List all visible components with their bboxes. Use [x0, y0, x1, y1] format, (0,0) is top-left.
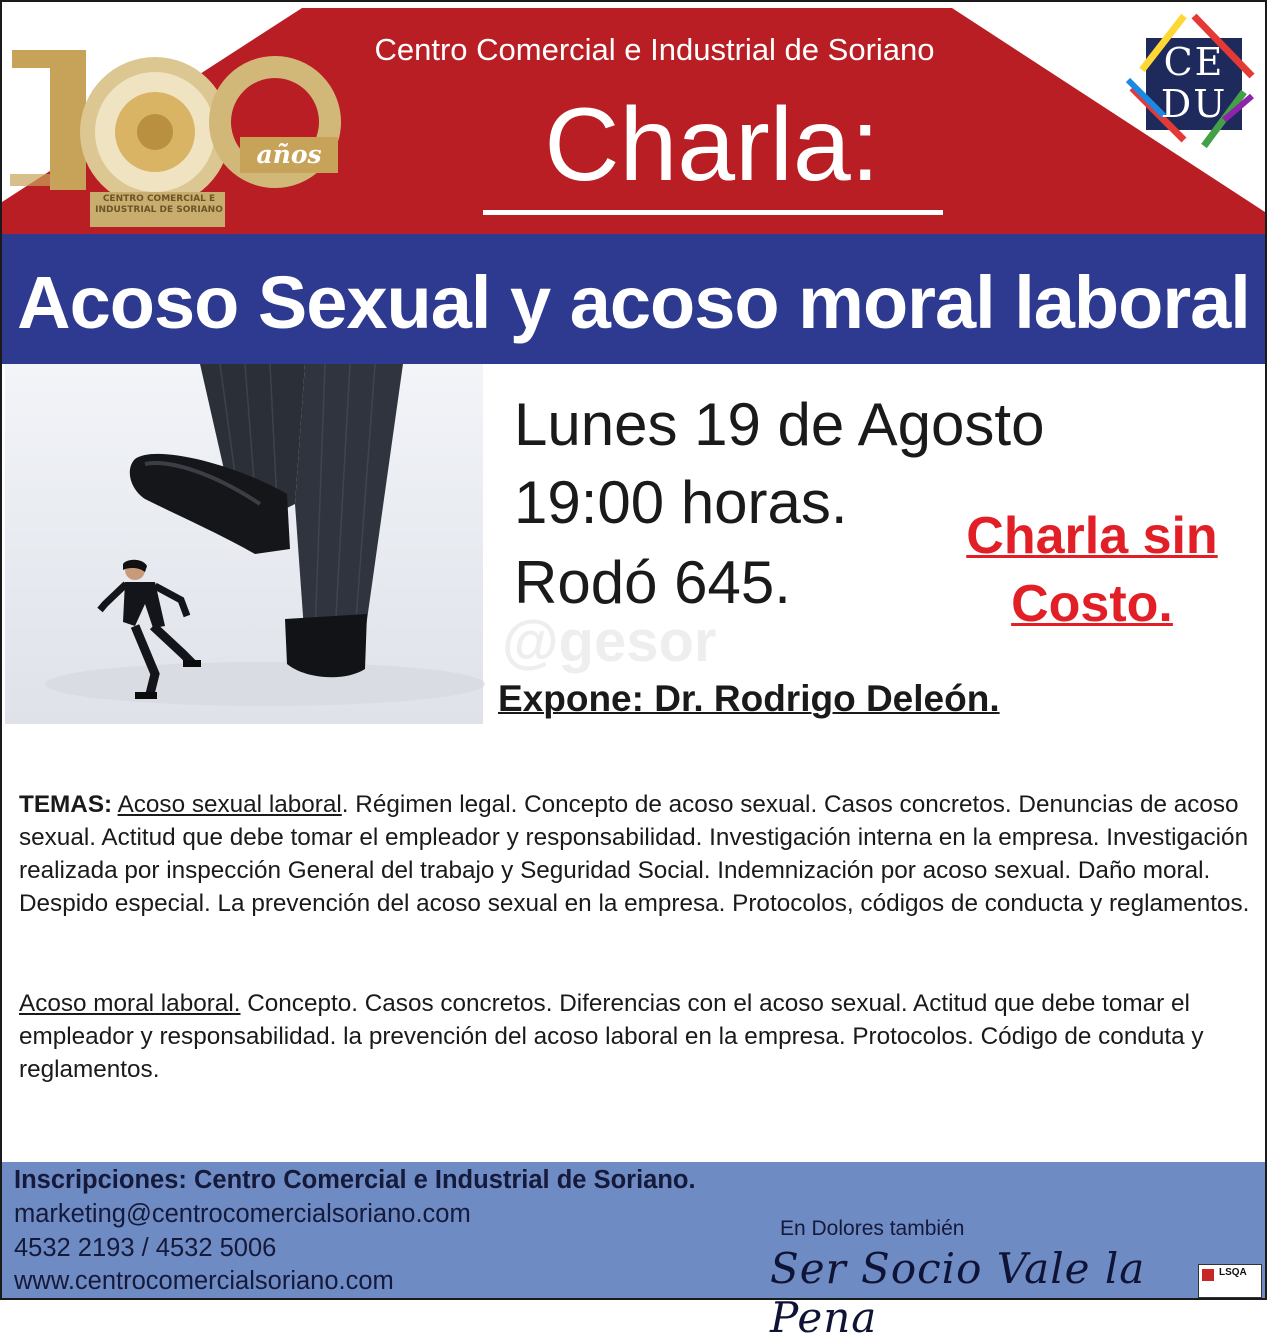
cedu-logo	[1124, 10, 1254, 150]
cert-icon	[1202, 1269, 1214, 1281]
page-title: Charla:	[544, 87, 880, 203]
certification-badge	[1198, 1264, 1262, 1298]
website-link[interactable]: www.centrocomercialsoriano.com	[14, 1267, 394, 1295]
topic-title: Acoso Sexual y acoso moral laboral	[17, 261, 1250, 344]
dolores-note: En Dolores también	[780, 1217, 965, 1240]
anos-label: años	[240, 137, 338, 173]
topic-text-moral: Concepto. Casos concretos. Diferencias con el acoso sexual. Actitud que debe tomar el empleador y responsabilidad. la prevención del acoso laboral en la empresa. Protocolos. Código de conduta y reglamentos.	[19, 990, 1204, 1083]
free-notice-line1: Charla sin	[966, 507, 1218, 565]
event-date: Lunes 19 de Agosto	[514, 391, 1045, 458]
cedu-line1: CE	[1163, 40, 1225, 84]
slogan: Ser Socio Vale la Pena	[770, 1244, 1146, 1342]
speaker: Expone: Dr. Rodrigo Deleón.	[498, 678, 1000, 719]
topics-label: TEMAS:	[19, 791, 113, 818]
logo-caption: CENTRO COMERCIAL E INDUSTRIAL DE SORIANO	[95, 194, 223, 215]
topics-section-1	[19, 788, 1259, 920]
free-notice-line2: Costo.	[1011, 575, 1173, 633]
cedu-line2: DU	[1160, 82, 1228, 126]
cert-label: LSQA	[1219, 1267, 1247, 1278]
topic-heading-moral: Acoso moral laboral.	[19, 990, 241, 1017]
registration-info: Inscripciones: Centro Comercial e Industrial de Soriano.	[14, 1166, 696, 1194]
watermark: @gesor	[502, 609, 717, 674]
topic-text-sexual: . Régimen legal. Concepto de acoso sexual. Casos concretos. Denuncias de acoso sexual. Actitud que debe tomar el empleador y responsabilidad. Investigación interna en la empresa. Investigación realizada por inspección General del trabajo y Seguridad Social. Indemnización por acoso sexual. Daño moral. Despido especial. La prevención del acoso sexual en la empresa. Protocolos, códigos de conducta y reglamentos.	[19, 791, 1250, 917]
event-time: 19:00 horas.	[514, 469, 848, 536]
title-underline	[483, 210, 943, 215]
centenary-logo	[10, 42, 345, 232]
phone-numbers: 4532 2193 / 4532 5006	[14, 1234, 277, 1262]
organization-name: Centro Comercial e Industrial de Soriano	[374, 32, 935, 67]
topic-heading-sexual: Acoso sexual laboral	[117, 791, 342, 818]
event-place: Rodó 645.	[514, 549, 791, 616]
topics-section-2	[19, 987, 1259, 1086]
photo-giant-foot	[5, 364, 483, 724]
email-link[interactable]: marketing@centrocomercialsoriano.com	[14, 1200, 471, 1228]
